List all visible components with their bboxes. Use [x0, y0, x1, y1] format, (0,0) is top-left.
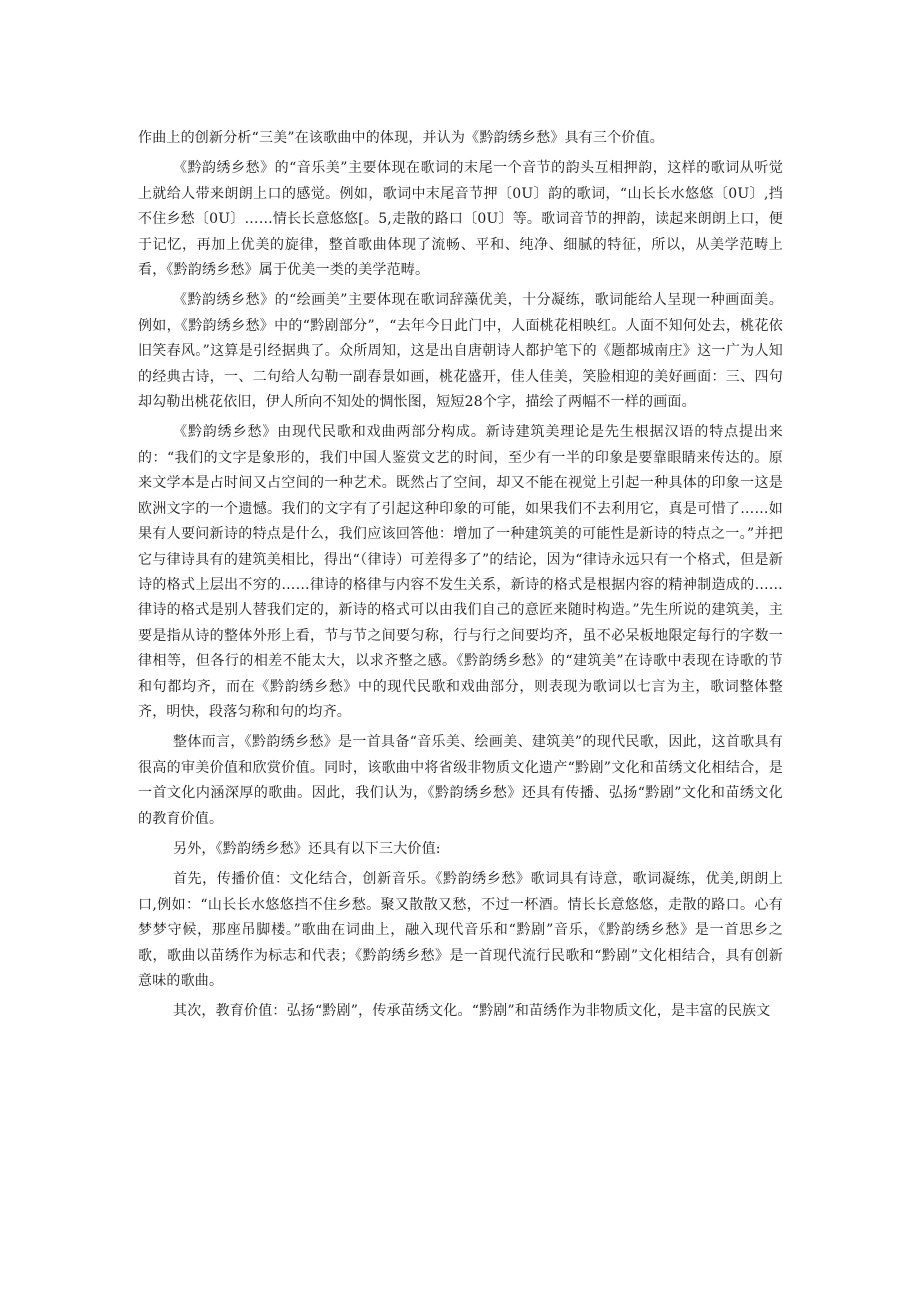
paragraph-3: 《黔韵绣乡愁》的“绘画美”主要体现在歌词辞藻优美，十分凝练，歌词能给人呈现一种画面美。例如，《黔韵绣乡愁》中的“黔剧部分”，“去年今日此门中，人面桃花相映红。人面不知何处去，桃花依旧笑春风。”这算是引经据典了。众所周知，这是出自唐朝诗人都护笔下的《题都城南庄》这一广为人知的经典古诗，一、二句给人勾勒一副春景如画，桃花盛开，佳人佳美，笑脸相迎的美好画面：三、四句却勾勒出桃花依旧，伊人所向不知处的惆怅图，短短28个字，描绘了两幅不一样的画面。: [138, 292, 783, 411]
paragraph-8: 其次，教育价值：弘扬“黔剧”，传承苗绣文化。“黔剧”和苗绣作为非物质文化，是丰富的民族文: [173, 1003, 771, 1020]
paragraph-2: 《黔韵绣乡愁》的“音乐美”主要体现在歌词的末尾一个音节的韵头互相押韵，这样的歌词从听觉上就给人带来朗朗上口的感觉。例如，歌词中末尾音节押〔0U〕韵的歌词，“山长长水悠悠〔0U〕,挡不住乡愁〔0U〕……情长长意悠悠[。5,走散的路口〔0U〕等。歌词音节的押韵，读起来朗朗上口，便于记忆，再加上优美的旋律，整首歌曲体现了流畅、平和、纯净、细腻的特征，所以，从美学范畴上看，《黔韵绣乡愁》属于优美一类的美学范畴。: [138, 160, 783, 279]
paragraph-5: 整体而言，《黔韵绣乡愁》是一首具备“音乐美、绘画美、建筑美”的现代民歌，因此，这首歌具有很高的审美价值和欣赏价值。同时，该歌曲中将省级非物质文化遗产“黔剧”文化和苗绣文化相结合，是一首文化内涵深厚的歌曲。因此，我们认为，《黔韵绣乡愁》还具有传播、弘扬“黔剧”文化和苗绣文化的教育价值。: [138, 734, 783, 827]
paragraph-6: 另外，《黔韵绣乡愁》还具有以下三大价值:: [173, 840, 441, 857]
paragraph-1: 作曲上的创新分析“三美”在该歌曲中的体现，并认为《黔韵绣乡愁》具有三个价值。: [138, 130, 664, 146]
paragraph-7: 首先，传播价值：文化结合，创新音乐。《黔韵绣乡愁》歌词具有诗意，歌词凝练，优美,朗朗上口,例如：“山长长水悠悠挡不住乡愁。聚又散散又愁，不过一杯酒。情长长意悠悠，走散的路口。心有梦梦守候，那座吊脚楼。”歌曲在词曲上，融入现代音乐和“黔剧”音乐，《黔韵绣乡愁》是一首思乡之歌，歌曲以苗绣作为标志和代表；《黔韵绣乡愁》是一首现代流行民歌和“黔剧”文化相结合，具有创新意味的歌曲。: [138, 871, 783, 989]
document-page: [138, 126, 783, 1025]
paragraph-4: 《黔韵绣乡愁》由现代民歌和戏曲两部分构成。新诗建筑美理论是先生根据汉语的特点提出来的：“我们的文字是象形的，我们中国人鉴赏文艺的时间，至少有一半的印象是要靠眼睛来传达的。原来文学本是占时间又占空间的一种艺术。既然占了空间，却又不能在视觉上引起一种具体的印象一这是欧洲文字的一个遗憾。我们的文字有了引起这种印象的可能，如果我们不去利用它，真是可惜了……如果有人要问新诗的特点是什么，我们应该回答他：增加了一种建筑美的可能性是新诗的特点之一。”并把它与律诗具有的建筑美相比，得出“（律诗）可差得多了”的结论，因为“律诗永远只有一个格式，但是新诗的格式上层出不穷的……律诗的格律与内容不发生关系，新诗的格式是根据内容的精神制造成的……律诗的格式是别人替我们定的，新诗的格式可以由我们自己的意匠来随时构造。”先生所说的建筑美，主要是指从诗的整体外形上看，节与节之间要匀称，行与行之间要均齐，虽不必呆板地限定每行的字数一律相等，但各行的相差不能太大，以求齐整之感。《黔韵绣乡愁》的“建筑美”在诗歌中表现在诗歌的节和句都均齐，而在《黔韵绣乡愁》中的现代民歌和戏曲部分，则表现为歌词以七言为主，歌词整体整齐，明快，段落匀称和句的均齐。: [138, 424, 783, 720]
